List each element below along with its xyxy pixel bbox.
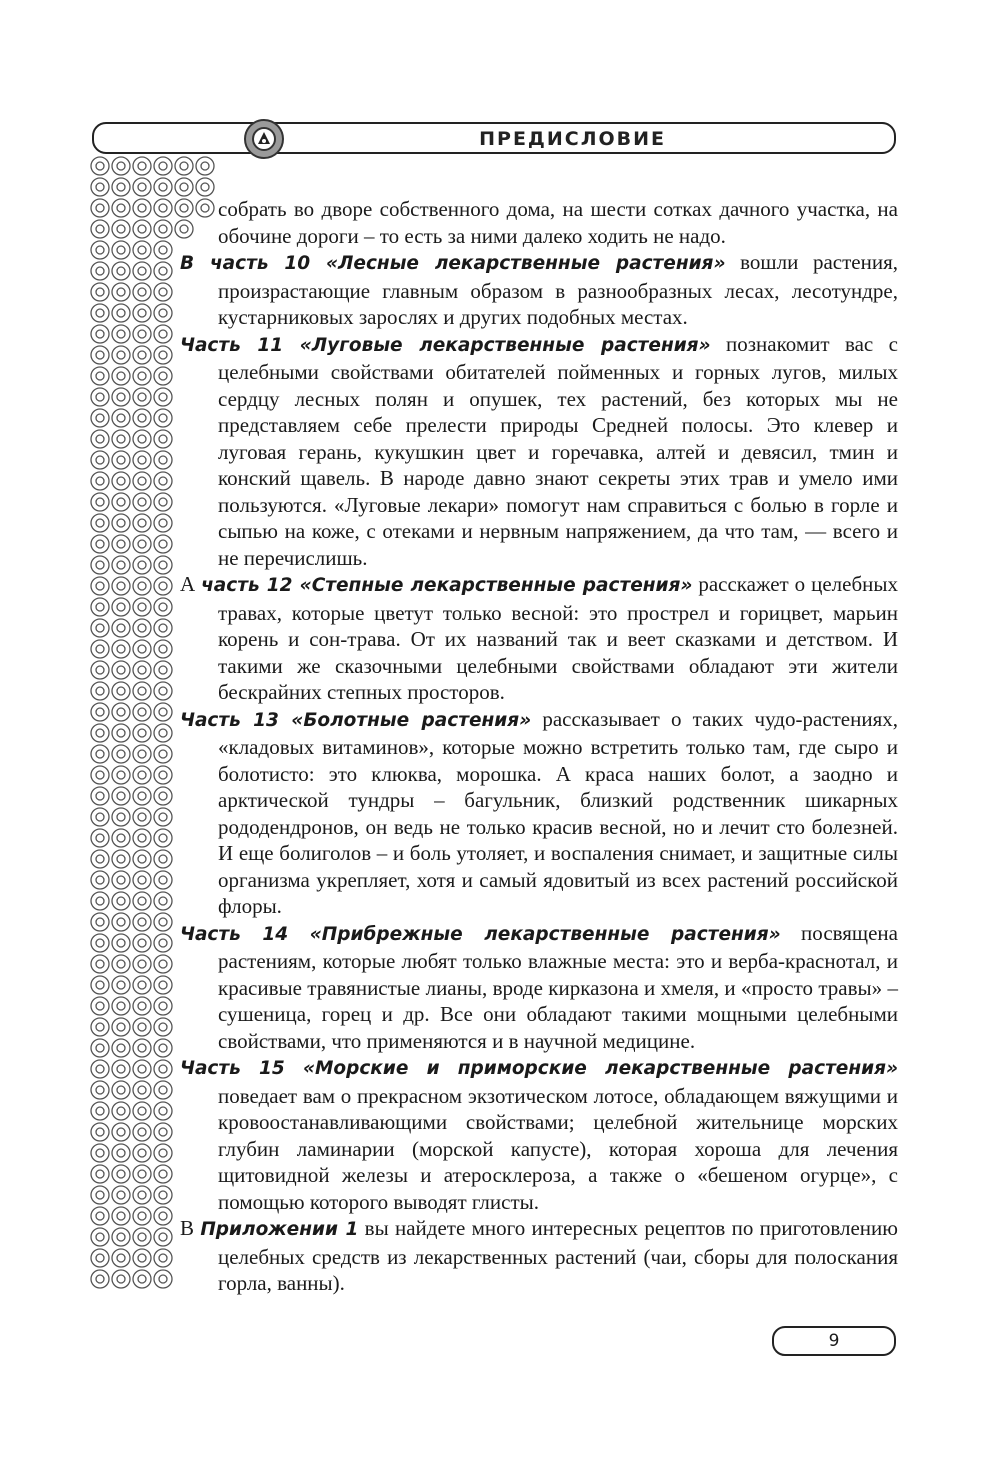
paragraph-lead: Часть 13 «Болотные растения» <box>180 709 532 731</box>
paragraph <box>180 1054 898 1215</box>
paragraph <box>180 331 898 572</box>
paragraph <box>180 249 898 331</box>
paragraph-text: рассказывает о таких чудо-растениях, «кладовых витаминов», которые можно встретить только там, где сыро и болотисто: это клюква, морошка. А краса наших болот, а заодно и арктической тундры – багульник, близкий родственник шикарных рододендронов, он ведь не только красив весной, но и лечит сто болезней. И еще болиголов – и боль утоляет, и воспаления снимает, и защитные силы организма укрепляет, хотя и самый ядовитый из всех растений российской флоры. <box>218 706 898 918</box>
paragraph <box>180 571 898 706</box>
paragraph-text: вы найдете много интересных рецептов по приготовлению целебных средств из лекарственных растений (чаи, сборы для полоскания горла, ванны). <box>218 1216 898 1295</box>
paragraph-lead: Часть 14 «Прибрежные лекарственные растения» <box>180 923 781 945</box>
paragraph-text: посвящена растениям, которые любят только влажные места: это и верба-краснотал, и красивые травянистые лианы, вроде кирказона и хмеля, и «просто травы» – сушеница, горец и др. Все они обладают такими мощными целебными свойствами, что применяются и в научной медицине. <box>218 920 898 1053</box>
intro-paragraph: собрать во дворе собственного дома, на шести сотках дачного участка, на обочине дороги – то есть за ними далеко ходить не надо. <box>218 197 898 248</box>
paragraph-lead: В часть 10 «Лесные лекарственные растения» <box>180 253 726 274</box>
page-header-bar <box>92 122 896 154</box>
paragraph-prefix: А <box>180 572 202 596</box>
paragraph-text: расскажет о целебных травах, которые цветут только весной: это прострел и горицвет, марьин корень и сон-трава. От их названий так и веет сказками и детством. И такими же сказочными целебными свойствами обладают эти жители бескрайних степных просторов. <box>218 572 898 704</box>
body-text <box>180 196 898 1297</box>
page-title: ПРЕДИСЛОВИЕ <box>479 128 666 150</box>
paragraph-lead: Часть 11 «Луговые лекарственные растения» <box>180 334 711 356</box>
page-number: 9 <box>772 1326 896 1356</box>
paragraph-lead: часть 12 «Степные лекарственные растения» <box>201 575 693 596</box>
paragraph-prefix: В <box>180 1216 201 1240</box>
paragraph-lead: Приложении 1 <box>200 1219 359 1240</box>
paragraph-lead: Часть 15 «Морские и приморские лекарственные растения» <box>180 1058 898 1079</box>
paragraph-text: поведает вам о прекрасном экзотическом лотосе, обладающем вяжущими и кровоостанавливающими свойствами; целебной жительнице морских глубин ламинарии (морской капусте), которая хороша для лечения щитовидной железы и атеросклероза, а также о «бешеном огурце», с помощью которого выводят глисты. <box>218 1083 898 1214</box>
paragraph <box>180 920 898 1055</box>
paragraph-text: вошли растения, произрастающие главным образом в разнообразных лесах, лесотундре, кустарниковых зарослях и других подобных местах. <box>218 250 898 329</box>
paragraph <box>180 1215 898 1297</box>
paragraph <box>180 706 898 920</box>
paragraph-text: познакомит вас с целебными свойствами обитателей пойменных и горных лугов, милых сердцу лесных полян и опушек, тех растений, без которых мы не представляем себе прелести природы Средней полосы. Это клевер и луговая герань, кукушкин цвет и горечавка, алтей и девясил, тмин и конский щавель. В народе давно знают секреты этих трав и умело ими пользуются. «Луговые лекари» помогут нам справиться с болью в горле и сыпью на коже, с отеками и нервным напряжением, да что там, — всего и не перечислишь. <box>218 331 898 570</box>
triangle-eye-icon <box>244 119 284 159</box>
